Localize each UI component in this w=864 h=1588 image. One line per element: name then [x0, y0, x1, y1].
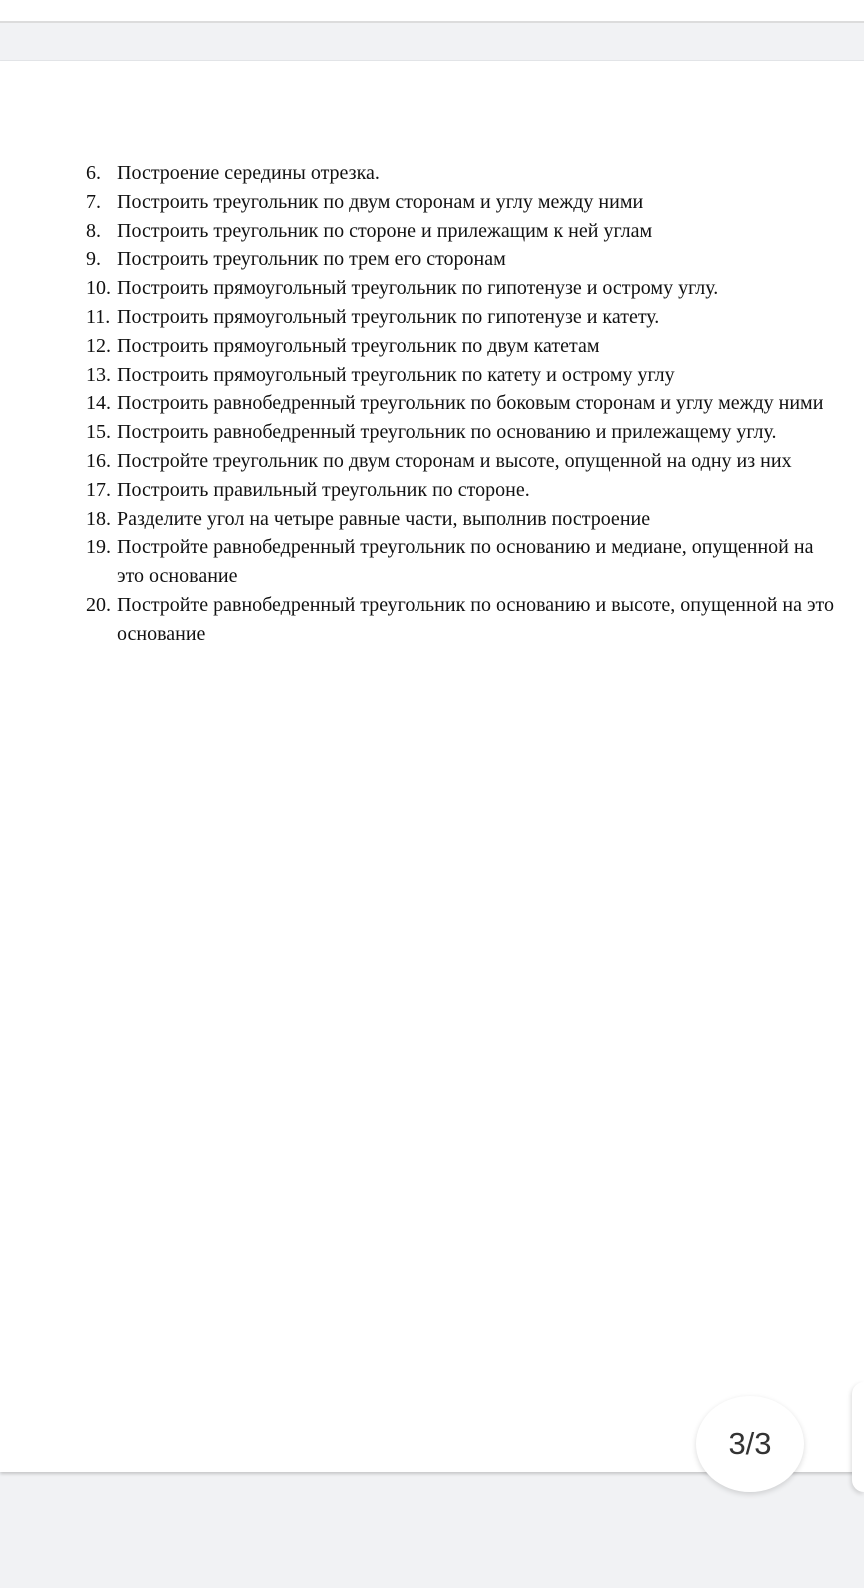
item-text: Постройте равнобедренный треугольник по основанию и высоте, опущенной на это основание — [117, 593, 835, 645]
item-text: Разделите угол на четыре равные части, выполнив построение — [117, 507, 651, 530]
item-text: Постройте треугольник по двум сторонам и высоте, опущенной на одну из них — [117, 449, 792, 472]
item-number: 18. — [86, 507, 111, 530]
item-number: 6. — [86, 162, 101, 184]
item-text: Построить прямоугольный треугольник по катету и острому углу — [117, 363, 675, 386]
item-text: Построить треугольник по двум сторонам и углу между ними — [117, 190, 644, 213]
item-number: 11. — [86, 305, 111, 328]
list-item — [0, 303, 864, 332]
item-number: 7. — [86, 190, 101, 213]
list-item — [0, 188, 864, 217]
list-item — [0, 217, 864, 246]
floating-action-button[interactable] — [852, 1382, 864, 1492]
list-item — [0, 389, 864, 418]
item-number: 17. — [86, 478, 111, 501]
item-number: 10. — [86, 277, 111, 300]
list-item — [0, 274, 864, 303]
item-number: 15. — [86, 421, 111, 444]
item-number: 8. — [86, 219, 101, 242]
item-text: Построить прямоугольный треугольник по двум катетам — [117, 334, 600, 357]
list-item — [0, 361, 864, 390]
list-item — [0, 533, 864, 591]
page-indicator: 3/3 — [696, 1396, 804, 1492]
item-text: Построить прямоугольный треугольник по гипотенузе и катету. — [117, 305, 660, 328]
item-text: Построить прямоугольный треугольник по гипотенузе и острому углу. — [117, 277, 719, 300]
item-number: 13. — [86, 363, 111, 386]
task-list — [0, 159, 864, 649]
document-page[interactable] — [0, 61, 864, 1472]
item-number: 19. — [86, 536, 111, 559]
item-text: Построить треугольник по стороне и прилежащим к ней углам — [117, 219, 653, 242]
list-item — [0, 332, 864, 361]
item-text: Постройте равнобедренный треугольник по основанию и медиане, опущенной на это основание — [117, 536, 814, 588]
item-text: Построить равнобедренный треугольник по боковым сторонам и углу между ними — [117, 392, 824, 415]
top-area — [0, 0, 864, 21]
item-number: 12. — [86, 334, 111, 357]
list-item — [0, 245, 864, 274]
item-number: 20. — [86, 593, 111, 616]
list-item — [0, 159, 864, 188]
item-number: 9. — [86, 248, 101, 271]
list-item — [0, 505, 864, 534]
item-text: Построение середины отрезка. — [117, 162, 380, 184]
item-number: 14. — [86, 392, 111, 415]
page-gap — [0, 21, 864, 61]
list-item — [0, 476, 864, 505]
item-number: 16. — [86, 449, 111, 472]
list-item — [0, 591, 864, 649]
item-text: Построить равнобедренный треугольник по основанию и прилежащему углу. — [117, 421, 777, 444]
list-item — [0, 418, 864, 447]
item-text: Построить правильный треугольник по стороне. — [117, 478, 530, 501]
list-item — [0, 447, 864, 476]
item-text: Построить треугольник по трем его сторонам — [117, 248, 506, 271]
